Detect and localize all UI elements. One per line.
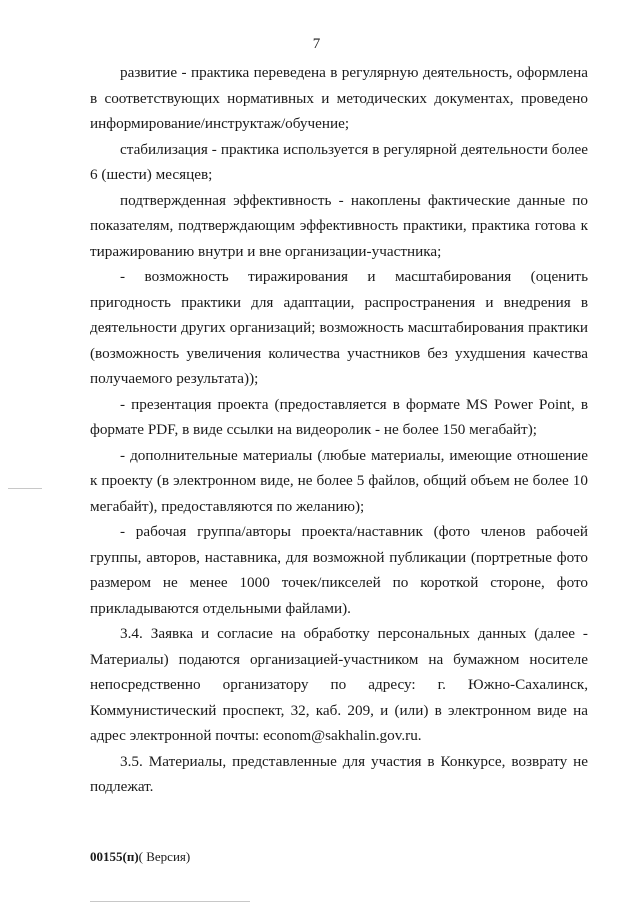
document-code: 00155(п) [90, 849, 139, 864]
scan-artifact-left [8, 488, 42, 489]
document-version: ( Версия) [138, 849, 191, 864]
document-body [90, 60, 588, 800]
paragraph-working-group: - рабочая группа/авторы проекта/наставник (фото членов рабочей группы, авторов, наставника, для возможной публикации (портретные фото размером не менее 1000 точек/пикселей по короткой стороне, фото прикладываются отдельными файлами). [90, 523, 588, 617]
paragraph-section-3-4: 3.4. Заявка и согласие на обработку персональных данных (далее - Материалы) подаются организацией-участником на бумажном носителе непосредственно организатору по адресу: г. Южно-Сахалинск, Коммунистический проспект, 32, каб. 209, и (или) в электронном виде на адрес электронной почты: econom@sakhalin.gov.ru. [90, 625, 588, 744]
scan-artifact-bottom [90, 901, 250, 902]
paragraph-stabilization: стабилизация - практика используется в регулярной деятельности более 6 (шести) месяцев; [90, 140, 588, 183]
paragraph-scalability: - возможность тиражирования и масштабирования (оценить пригодность практики для адаптации, распространения и внедрения в деятельности других организаций; возможность масштабирования практики (возможность увеличения количества участников без ухудшения качества получаемого результата)); [90, 268, 588, 387]
footer-document-code [90, 849, 190, 865]
paragraph-development: развитие - практика переведена в регулярную деятельность, оформлена в соответствующих нормативных и методических документах, проведено информирование/инструктаж/обучение; [90, 64, 588, 132]
page-number: 7 [312, 36, 321, 52]
paragraph-section-3-5: 3.5. Материалы, представленные для участия в Конкурсе, возврату не подлежат. [90, 752, 588, 795]
paragraph-additional-materials: - дополнительные материалы (любые материалы, имеющие отношение к проекту (в электронном виде, не более 5 файлов, общий объем не более 10 мегабайт), предоставляются по желанию); [90, 446, 588, 515]
paragraph-confirmed-efficiency: подтвержденная эффективность - накоплены фактические данные по показателям, подтверждающим эффективность практики, практика готова к тиражированию внутри и вне организации-участника; [90, 191, 588, 260]
paragraph-presentation: - презентация проекта (предоставляется в формате MS Power Point, в формате PDF, в виде ссылки на видеоролик - не более 150 мегабайт); [90, 395, 588, 438]
